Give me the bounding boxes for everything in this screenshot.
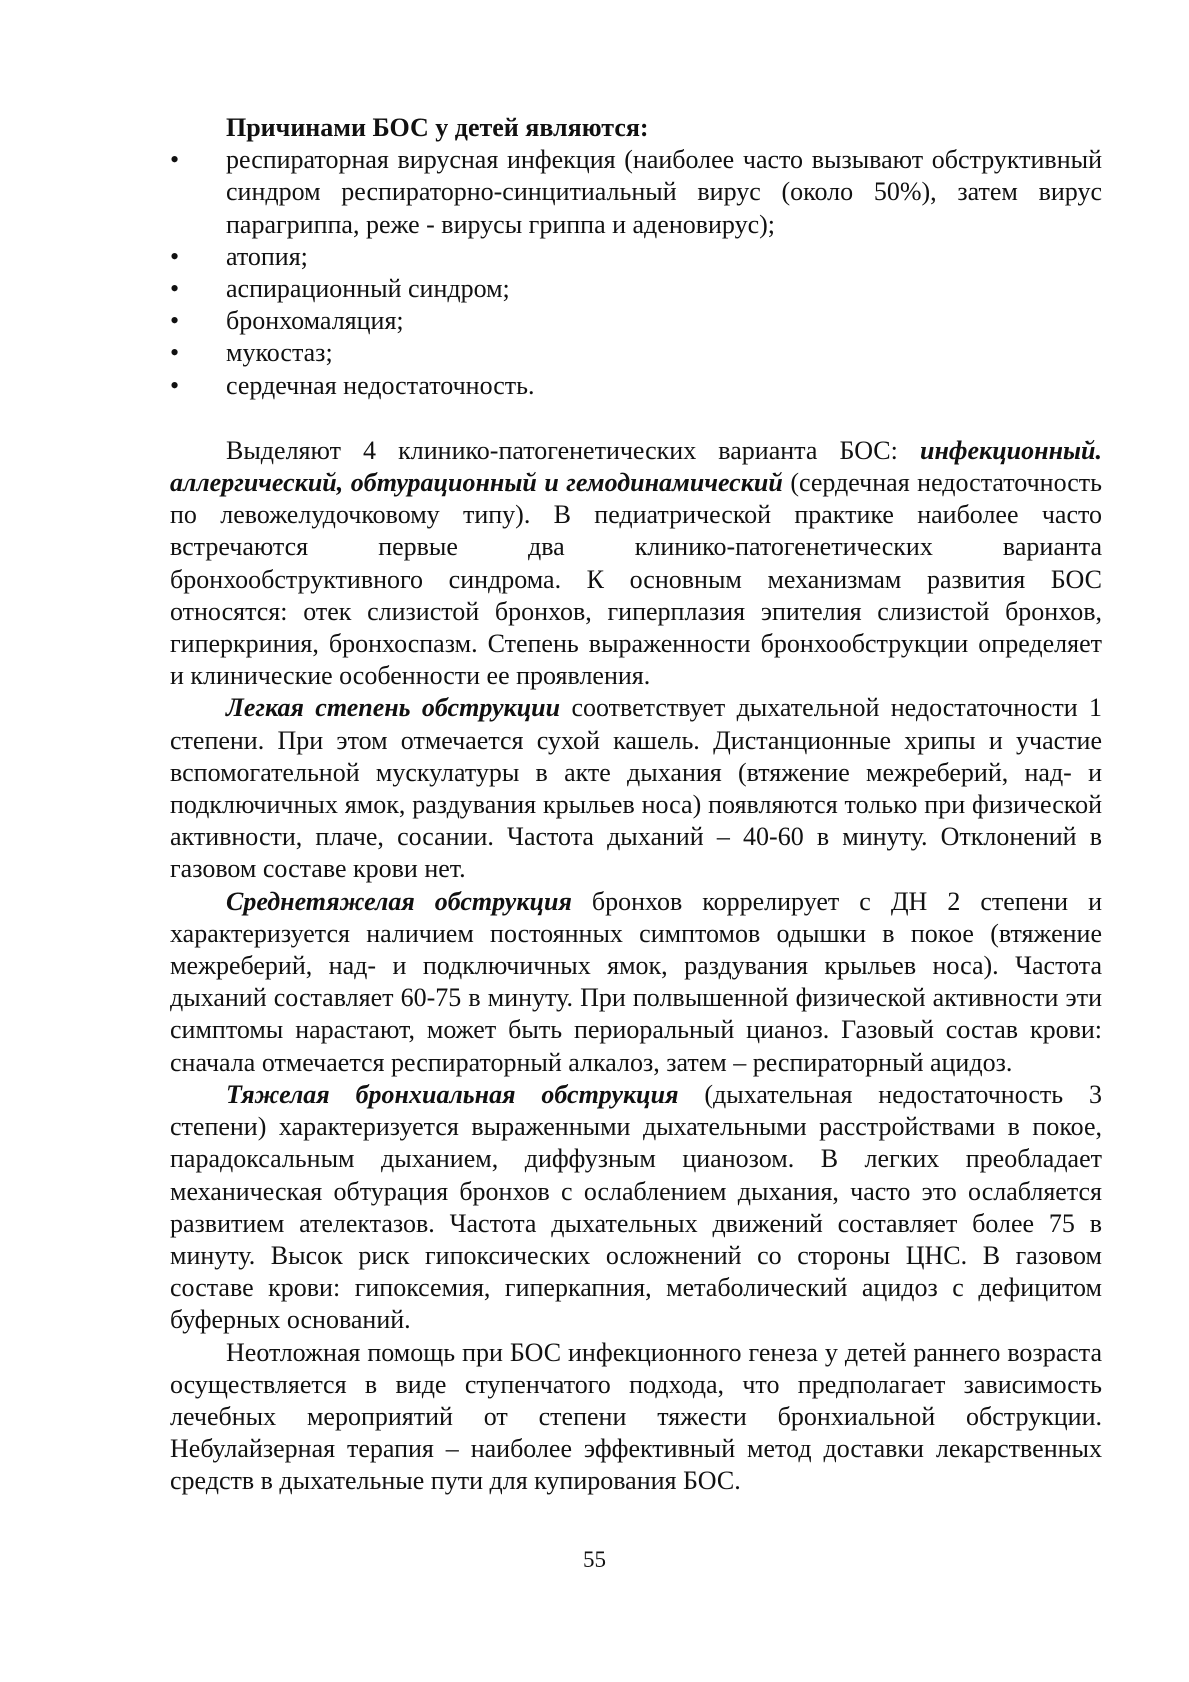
- mild-obstruction-text: соответствует дыхательной недостаточности 1 степени. При этом отмечается сухой кашель. Дистанционные хрипы и участие вспомогательной мускулатуры в акте дыхания (втяжение межреберий, над- и подключичных ямок, раздувания крыльев носа) появляются только при физической активности, плаче, сосании. Частота дыханий – 40-60 в минуту. Отклонений в газовом составе крови нет.: [170, 693, 1102, 884]
- list-item-text: сердечная недостаточность.: [226, 370, 535, 400]
- variants-rest: (сердечная недостаточность по левожелудочковому типу). В педиатрической практике наиболее часто встречаются первые два клинико-патогенетических варианта бронхообструктивного синдрома. К основным механизмам развития БОС относятся: отек слизистой бронхов, гиперплазия эпителия слизистой бронхов, гиперкриния, бронхоспазм. Степень выраженности бронхообструкции определяет и клинические особенности ее проявления.: [170, 468, 1102, 691]
- list-item: [170, 144, 1102, 241]
- page-number: 55: [583, 1547, 606, 1572]
- variants-paragraph: [170, 435, 1102, 693]
- bullet-icon: •: [170, 241, 180, 271]
- bullet-icon: •: [170, 306, 180, 336]
- list-item-text: аспирационный синдром;: [226, 274, 510, 304]
- list-item-text: респираторная вирусная инфекция (наиболее часто вызывают обструктивный синдром респираторно-синцитиальный вирус (около 50%), затем вирус парагриппа, реже - вирусы гриппа и аденовирус);: [226, 145, 1102, 239]
- bullet-icon: •: [170, 370, 180, 400]
- bullet-icon: •: [170, 274, 180, 304]
- moderate-obstruction-text: бронхов коррелирует с ДН 2 степени и характеризуется наличием постоянных симптомов одышки в покое (втяжение межреберий, над- и подключичных ямок, раздувания крыльев носа). Частота дыханий составляет 60-75 в минуту. При полвышенной физической активности эти симптомы нарастают, может быть периоральный цианоз. Газовый состав крови: сначала отмечается респираторный алкалоз, затем – респираторный ацидоз.: [170, 886, 1103, 1077]
- list-item-text: мукостаз;: [226, 338, 333, 368]
- list-item: [170, 370, 1102, 402]
- variants-emphasis: инфекционный. аллергический, обтурационный и гемодинамический: [170, 435, 1102, 498]
- variants-lead: Выделяют 4 клинико-патогенетических варианта БОС:: [226, 435, 920, 465]
- mild-obstruction-term: Легкая степень обструкции: [226, 693, 561, 723]
- page-content: [170, 112, 1102, 1498]
- list-item: [170, 273, 1102, 305]
- moderate-obstruction-paragraph: [170, 886, 1102, 1079]
- severe-obstruction-term: Тяжелая бронхиальная обструкция: [226, 1079, 679, 1109]
- severe-obstruction-text: (дыхательная недостаточность 3 степени) характеризуется выраженными дыхательными расстройствами в покое, парадоксальным дыханием, диффузным цианозом. В легких преобладает механическая обтурация бронхов с ослаблением дыхания, часто это ослабляется развитием ателектазов. Частота дыхательных движений составляет более 75 в минуту. Высок риск гипоксических осложнений со стороны ЦНС. В газовом составе крови: гипоксемия, гиперкапния, метаболический ацидоз с дефицитом буферных оснований.: [170, 1079, 1102, 1335]
- bullet-icon: •: [170, 145, 180, 175]
- list-item: [170, 305, 1102, 337]
- emergency-care-paragraph: Неотложная помощь при БОС инфекционного генеза у детей раннего возраста осуществляется в виде ступенчатого подхода, что предполагает зависимость лечебных мероприятий от степени тяжести бронхиальной обструкции. Небулайзерная терапия – наиболее эффективный метод доставки лекарственных средств в дыхательные пути для купирования БОС.: [170, 1337, 1102, 1496]
- causes-heading: Причинами БОС у детей являются:: [226, 113, 649, 142]
- mild-obstruction-paragraph: [170, 692, 1102, 885]
- list-item-text: бронхомаляция;: [226, 306, 404, 336]
- list-item: [170, 241, 1102, 273]
- causes-list: [170, 144, 1102, 402]
- severe-obstruction-paragraph: [170, 1079, 1102, 1337]
- bullet-icon: •: [170, 338, 180, 368]
- list-item-text: атопия;: [226, 241, 308, 271]
- moderate-obstruction-term: Среднетяжелая обструкция: [226, 886, 572, 916]
- list-item: [170, 337, 1102, 369]
